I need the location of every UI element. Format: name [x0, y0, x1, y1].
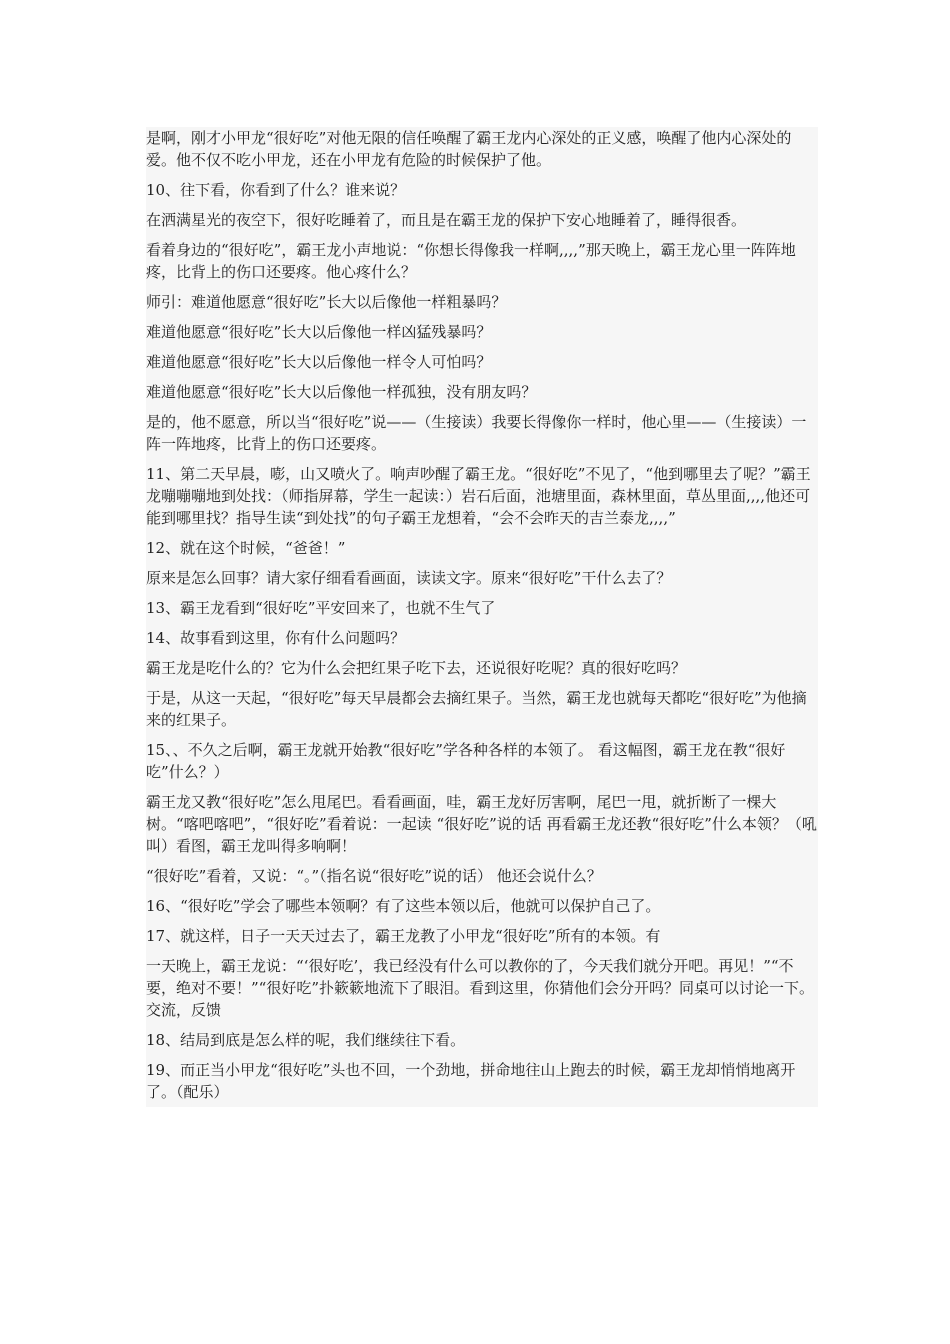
paragraph: 10、往下看，你看到了什么？谁来说？ [146, 181, 406, 199]
paragraph: 看着身边的“很好吃”，霸王龙小声地说：“你想长得像我一样啊,,,,”那天晚上，霸王龙心里一阵阵地疼，比背上的伤口还要疼。他心疼什么？ [146, 241, 796, 281]
paragraph: 于是，从这一天起，“很好吃”每天早晨都会去摘红果子。当然，霸王龙也就每天都吃“很好吃”为他摘来的红果子。 [146, 689, 807, 729]
paragraph: 难道他愿意“很好吃”长大以后像他一样令人可怕吗？ [146, 353, 492, 371]
paragraph: 在洒满星光的夜空下，很好吃睡着了，而且是在霸王龙的保护下安心地睡着了，睡得很香。 [146, 211, 747, 229]
paragraph: 11、第二天早晨，嘭，山又喷火了。响声吵醒了霸王龙。“很好吃”不见了，“他到哪里去了呢？”霸王龙嘣嘣嘣地到处找：（师指屏幕，学生一起读：）岩石后面，池塘里面，森林里面，草丛里面,,,,他还可能到哪里找？指导生读“到处找”的句子霸王龙想着，“会不会昨天的吉兰泰龙,,,,” [146, 465, 811, 527]
document-body [146, 127, 818, 1107]
paragraph: 是的，他不愿意，所以当“很好吃”说——（生接读）我要长得像你一样时，他心里——（生接读）一阵一阵地疼，比背上的伤口还要疼。 [146, 413, 807, 453]
paragraph: 是啊，刚才小甲龙“很好吃”对他无限的信任唤醒了霸王龙内心深处的正义感，唤醒了他内心深处的爱。他不仅不吃小甲龙，还在小甲龙有危险的时候保护了他。 [146, 129, 792, 169]
paragraph: 难道他愿意“很好吃”长大以后像他一样孤独，没有朋友吗？ [146, 383, 537, 401]
paragraph: 12、就在这个时候，“爸爸！” [146, 539, 346, 557]
paragraph: 霸王龙是吃什么的？它为什么会把红果子吃下去，还说很好吃呢？真的很好吃吗？ [146, 659, 687, 677]
paragraph: 18、结局到底是怎么样的呢，我们继续往下看。 [146, 1031, 466, 1049]
paragraph: 14、故事看到这里，你有什么问题吗？ [146, 629, 406, 647]
paragraph: 师引：难道他愿意“很好吃”长大以后像他一样粗暴吗？ [146, 293, 507, 311]
paragraph: 17、就这样，日子一天天过去了，霸王龙教了小甲龙“很好吃”所有的本领。有 [146, 927, 661, 945]
paragraph: 13、霸王龙看到“很好吃”平安回来了，也就不生气了 [146, 599, 496, 617]
paragraph: 难道他愿意“很好吃”长大以后像他一样凶猛残暴吗？ [146, 323, 492, 341]
paragraph: 15、、不久之后啊，霸王龙就开始教“很好吃”学各种各样的本领了。 看这幅图，霸王龙在教“很好吃”什么？） [146, 741, 786, 781]
paragraph: 霸王龙又教“很好吃”怎么甩尾巴。看看画面，哇，霸王龙好厉害啊，尾巴一甩，就折断了一棵大树。“喀吧喀吧”，“很好吃”看着说：一起读 “很好吃”说的话 再看霸王龙还教“很好吃”什么本领？（吼叫）看图，霸王龙叫得多响啊！ [146, 793, 817, 855]
paragraph: 16、“很好吃”学会了哪些本领啊？有了这些本领以后，他就可以保护自己了。 [146, 897, 661, 915]
paragraph: 原来是怎么回事？请大家仔细看看画面，读读文字。原来“很好吃”干什么去了？ [146, 569, 672, 587]
paragraph: “很好吃”看着，又说：“。”（指名说“很好吃”说的话） 他还会说什么？ [146, 867, 602, 885]
paragraph: 一天晚上，霸王龙说：“‘很好吃’，我已经没有什么可以教你的了，今天我们就分开吧。再见！”“不要，绝对不要！”“很好吃”扑簌簌地流下了眼泪。看到这里，你猜他们会分开吗？同桌可以讨论一下。交流，反馈 [146, 957, 815, 1019]
paragraph: 19、而正当小甲龙“很好吃”头也不回，一个劲地，拼命地往山上跑去的时候，霸王龙却悄悄地离开了。（配乐） [146, 1061, 796, 1101]
